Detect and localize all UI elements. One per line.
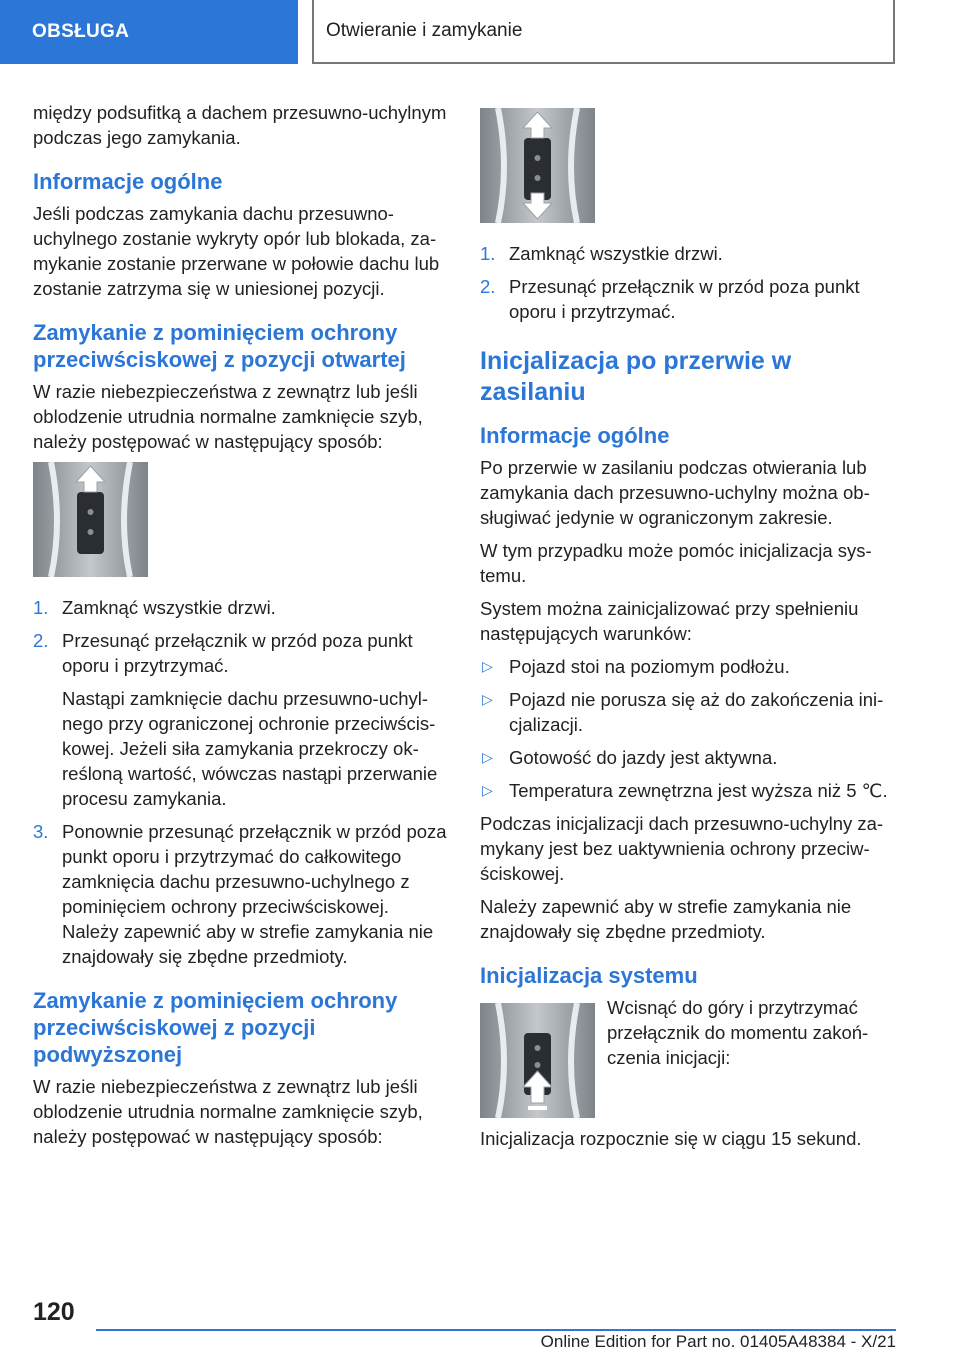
intro-paragraph: między podsufitką a dachem przesuwno-uchylnym podczas jego zamykania.	[33, 102, 447, 148]
condition-text: Pojazd nie porusza się aż do zakończenia inicjalizacji.	[509, 689, 884, 735]
step-item	[33, 628, 449, 811]
left-column	[33, 100, 449, 1157]
press-instruction	[480, 995, 896, 1126]
section-label: OBSŁUGA	[32, 21, 130, 42]
init-start-paragraph: Inicjalizacja rozpocznie się w ciągu 15 sekund.	[480, 1128, 862, 1149]
step-text: Przesunąć przełącznik w przód poza punkt oporu i przytrzymać.	[509, 276, 860, 322]
step-text: Zamknąć wszystkie drzwi.	[509, 243, 723, 264]
heading-init-after-power-loss: Inicjalizacja po przerwie w zasilaniu	[480, 347, 792, 406]
step-note: Nastąpi zamknięcie dachu przesuwno-uchylnego przy ograniczonej ochronie przeciwściskowej. Jeżeli siła zamykania przekroczy określoną wartość, wówczas nastąpi przerwanie procesu zamykania.	[62, 688, 438, 809]
step-item	[480, 274, 896, 324]
condition-item	[480, 687, 896, 737]
condition-text: Gotowość do jazdy jest aktywna.	[509, 747, 778, 768]
step-item	[33, 819, 449, 969]
triangle-bullet-icon: ▷	[482, 691, 493, 707]
condition-text: Pojazd stoi na poziomym podłożu.	[509, 656, 790, 677]
step-number: 2.	[33, 630, 49, 651]
triangle-bullet-icon: ▷	[482, 658, 493, 674]
close-from-open-paragraph: W razie niebezpieczeństwa z zewnątrz lub jeśli oblodzenie utrudnia normalne zamknięcie szyb, należy postępować w następujący sposób:	[33, 381, 423, 452]
step-number: 2.	[480, 276, 496, 297]
ensure-clear-paragraph: Należy zapewnić aby w strefie zamykania nie znajdowały się zbędne przedmioty.	[480, 896, 852, 942]
conditions-paragraph: System można zainicjalizować przy spełnieniu następujących warunków:	[480, 598, 859, 644]
condition-text: Temperatura zewnętrzna jest wyższa niż 5 ℃.	[509, 780, 888, 801]
switch-up-illustration	[480, 1003, 595, 1118]
step-number: 1.	[33, 597, 49, 618]
footer-edition: Online Edition for Part no. 01405A48384 - X/21	[540, 1332, 896, 1351]
section-tab	[0, 0, 298, 64]
step-item	[33, 595, 449, 620]
switch-forward-illustration	[33, 462, 148, 577]
page-title: Otwieranie i zamykanie	[326, 20, 523, 41]
page-header	[312, 0, 895, 64]
step-text: Zamknąć wszystkie drzwi.	[62, 597, 276, 618]
footer-divider	[96, 1329, 896, 1331]
triangle-bullet-icon: ▷	[482, 782, 493, 798]
general-info-paragraph-2: W tym przypadku może pomóc inicjalizacja systemu.	[480, 540, 872, 586]
switch-forward-illustration	[480, 108, 595, 223]
close-from-raised-paragraph: W razie niebezpieczeństwa z zewnątrz lub jeśli oblodzenie utrudnia normalne zamknięcie szyb, należy postępować w następujący sposób:	[33, 1076, 423, 1147]
heading-general-info: Informacje ogólne	[33, 169, 223, 194]
steps-list-left	[33, 595, 449, 969]
heading-system-init: Inicjalizacja systemu	[480, 963, 698, 988]
steps-list-right	[480, 241, 896, 324]
heading-general-info-right: Informacje ogólne	[480, 423, 670, 448]
page-number: 120	[33, 1298, 75, 1326]
general-info-paragraph: Jeśli podczas zamykania dachu przesuwno-uchylnego zostanie wykryty opór lub blokada, zamykanie zostanie przerwane w połowie dachu lub zostanie zatrzyma się w uniesionej pozycji.	[33, 203, 440, 299]
step-number: 1.	[480, 243, 496, 264]
press-paragraph: Wcisnąć do góry i przytrzymać przełącznik do momentu zakończenia inicjacji:	[607, 997, 869, 1068]
step-text: Ponownie przesunąć przełącznik w przód poza punkt oporu i przytrzymać do całkowitego zamknięcia dachu przesuwno-uchylnego z pominięciem ochrony przeciwściskowej. Należy zapewnić aby w strefie zamykania nie znajdowały się zbędne przedmioty.	[62, 821, 447, 967]
step-item	[480, 241, 896, 266]
heading-close-from-raised: Zamykanie z pominięciem ochrony przeciwściskowej z pozycji podwyższonej	[33, 988, 398, 1067]
right-column	[480, 100, 896, 1159]
condition-item	[480, 778, 896, 803]
conditions-list	[480, 654, 896, 803]
triangle-bullet-icon: ▷	[482, 749, 493, 765]
heading-close-from-open: Zamykanie z pominięciem ochrony przeciwściskowej z pozycji otwartej	[33, 320, 406, 372]
condition-item	[480, 745, 896, 770]
general-info-paragraph-1: Po przerwie w zasilaniu podczas otwierania lub zamykania dach przesuwno-uchylny można obsługiwać jedynie w ograniczonym zakresie.	[480, 457, 870, 528]
condition-item	[480, 654, 896, 679]
step-number: 3.	[33, 821, 49, 842]
during-init-paragraph: Podczas inicjalizacji dach przesuwno-uchylny zamykany jest bez uaktywnienia ochrony przeciwściskowej.	[480, 813, 884, 884]
step-text: Przesunąć przełącznik w przód poza punkt oporu i przytrzymać.	[62, 630, 413, 676]
